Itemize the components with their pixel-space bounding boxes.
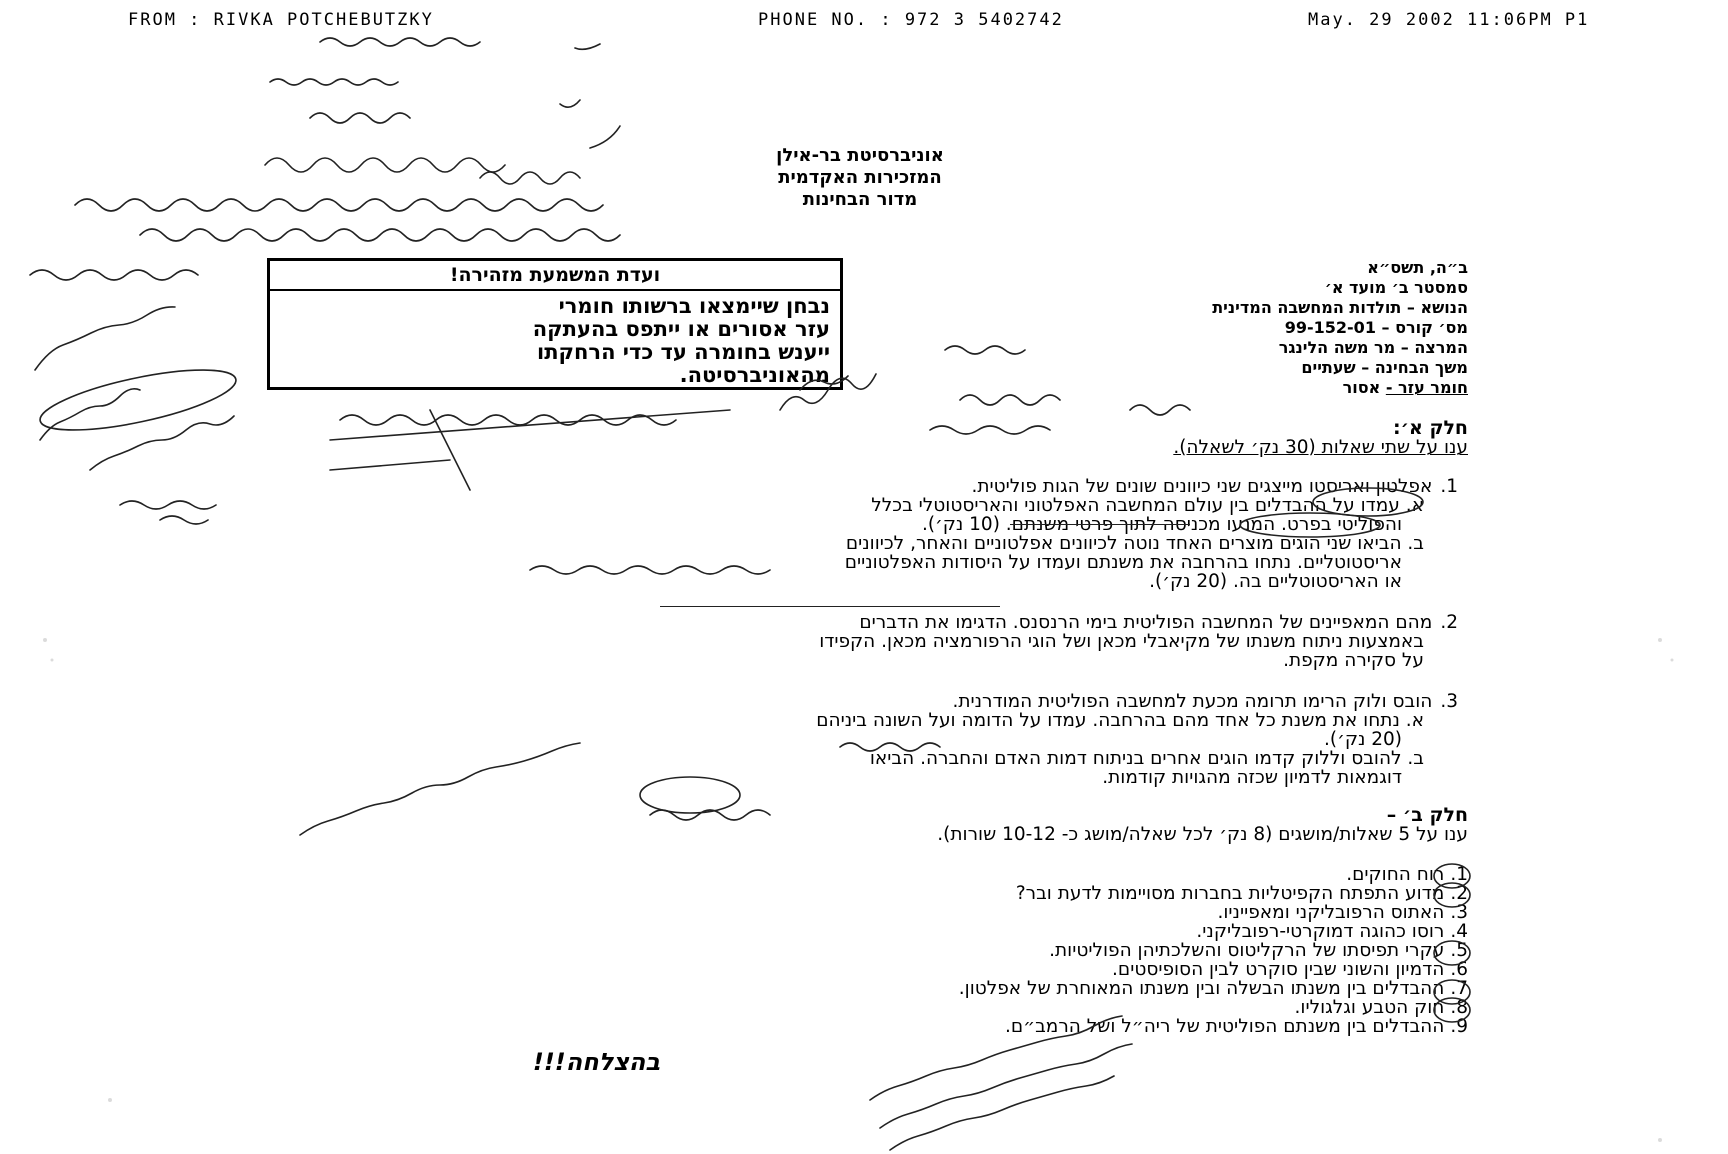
fax-noise: [1658, 1138, 1662, 1142]
part-a-title: חלק א׳:: [1392, 417, 1468, 439]
exam-duration: משך הבחינה – שעתיים: [1301, 358, 1468, 377]
scribble-left-4: [90, 416, 234, 470]
q1-b-line: או האריסטוטליים בה. (20 נק׳).: [1149, 571, 1402, 592]
item-text: עקרי תפיסתו של הרקליטוס והשלכתיהן הפוליטיות.: [1049, 940, 1445, 961]
fax-noise: [108, 1098, 112, 1102]
scribble-bottom-3: [890, 1076, 1114, 1150]
item-text: ההבדלים בין משנתו הבשלה ובין משנתו המאוחרת של אפלטון.: [958, 978, 1445, 999]
q3-b-line: ב. להובס וללוק קדמו הוגים אחרים בניתוח דמות האדם והחברה. הביאו: [869, 748, 1424, 769]
lecturer: המרצה – מר משה הלינגר: [1278, 338, 1468, 357]
part-a-instruction: ענו על שתי שאלות (30 נק׳ לשאלה).: [1173, 437, 1468, 458]
fax-noise: [43, 638, 47, 642]
item-number: 2.: [1450, 883, 1468, 904]
fax-noise: [51, 659, 54, 662]
warning-line: מהאוניברסיטה.: [679, 363, 830, 387]
question-text: אפלטון ואריסטו מייצגים שני כיוונים שונים של הגות פוליטית.: [971, 476, 1433, 497]
scribble-bottom-2: [880, 1044, 1132, 1128]
exam-date: ב״ה, תשס״א: [1367, 258, 1468, 277]
question-text: מהם המאפיינים של המחשבה הפוליטית בימי הרנסנס. הדגימו את הדברים: [859, 612, 1433, 633]
scribble-top-4: [265, 126, 620, 172]
scribble-mid-7: [840, 743, 940, 751]
scribble-bottom-1: [870, 1016, 1122, 1100]
scribble-left-3: [40, 389, 140, 440]
item-number: 6.: [1450, 959, 1468, 980]
q3-a-line: א. נתחו את משנת כל אחד מהם בהרחבה. עמדו על הדומה ועל השונה ביניהם: [816, 710, 1424, 731]
q1-b-line: אריסטוטליים. נתחו בהרחבה את משנתם ועמדו על היסודות האפלטוניים: [844, 552, 1402, 573]
q1-a-line: והפוליטי בפרט. המנעו מכניסה לתוך פרטי משנתם. (10 נק׳).: [921, 514, 1402, 535]
fax-noise: [1671, 659, 1674, 662]
scribble-top-5: [480, 172, 580, 184]
item-text: רוסו כהוגה דמוקרטי-רפובליקני.: [1196, 921, 1445, 942]
item-number: 1.: [1450, 864, 1468, 885]
fax-datetime: May. 29 2002 11:06PM P1: [1308, 10, 1590, 30]
scribble-mid-2: [780, 374, 876, 410]
closing-good-luck: בהצלחה!!!: [532, 1048, 660, 1076]
item-text: מדוע התפתח הקפיטליות בחברות מסויימות לדעת ובר?: [1015, 883, 1445, 904]
question-number: 3.: [1440, 691, 1458, 712]
exam-subject: הנושא – תולדות המחשבה המדינית: [1212, 298, 1468, 317]
q2-line: באמצעות ניתוח משנתו של מקיאבלי מכאן ושל הוגי הרפורמציה מכאן. הקפידו: [819, 631, 1424, 652]
academic-secretariat: המזכירות האקדמית: [778, 167, 942, 188]
circled-number: [1434, 941, 1470, 965]
item-text: הדמיון והשוני שבין סוקרט לבין הסופיסטים.: [1112, 959, 1445, 980]
warning-line: עזר אסורים או ייתפס בהעתקה: [532, 317, 830, 341]
fax-noise: [1658, 638, 1662, 642]
scribble-left-5: [120, 501, 216, 524]
scribble-top-2: [270, 79, 398, 85]
aid-value: אסור: [1342, 378, 1381, 397]
item-text: האתוס הרפובליקני ומאפייניו.: [1217, 902, 1445, 923]
item-text: חוק הטבע וגלגוליו.: [1294, 997, 1445, 1018]
warning-line: נבחן שיימצאו ברשותו חומרי: [558, 294, 830, 318]
scribble-mid-1: [340, 415, 676, 425]
q1-a-line: א. עמדו על ההבדלים בין עולם המחשבה האפלטוני והאריסטוטלי בכלל: [871, 495, 1424, 516]
item-number: 8.: [1450, 997, 1468, 1018]
item-number: 4.: [1450, 921, 1468, 942]
q3-b-line: דוגמאות לדמיון שכזה מהגויות קודמות.: [1102, 767, 1402, 788]
circled-phrase: [1313, 488, 1423, 516]
item-number: 9.: [1450, 1016, 1468, 1037]
q3-a-line: (20 נק׳).: [1324, 729, 1402, 750]
item-text: רוח החוקים.: [1346, 864, 1445, 885]
question-text: הובס ולוק הרימו תרומה מכעת למחשבה הפוליטית המודרנית.: [952, 691, 1433, 712]
circled-number: [1434, 998, 1470, 1022]
part-b-instruction: ענו על 5 שאלות/מושגים (8 נק׳ לכל שאלה/מושג כ- 10-12 שורות).: [937, 824, 1468, 845]
circled-note: [36, 358, 241, 443]
circled-number: [1434, 883, 1470, 907]
underline-annotation: [1010, 524, 1190, 525]
item-number: 7.: [1450, 978, 1468, 999]
circled-phrase: [1240, 513, 1380, 537]
circled-number: [1434, 864, 1470, 888]
scribble-mid-5: [930, 426, 1050, 434]
scribble-mid-6: [530, 566, 770, 574]
scribble-top-3: [310, 100, 580, 123]
university-name: אוניברסיטת בר-אילן: [776, 145, 944, 166]
scribble-mid-4: [960, 395, 1190, 415]
q2-line: על סקירה מקפת.: [1283, 650, 1424, 671]
circled-number: [1434, 980, 1470, 1004]
exam-semester: סמסטר ב׳ מועד א׳: [1324, 278, 1468, 297]
fax-phone: PHONE NO. : 972 3 5402742: [758, 10, 1064, 30]
fax-from: FROM : RIVKA POTCHEBUTZKY: [128, 10, 434, 30]
aid-label: חומר עזר -: [1385, 378, 1468, 397]
scribble-mid-3: [945, 346, 1025, 354]
scribble-top-1: [320, 38, 600, 49]
question-number: 1.: [1440, 476, 1458, 497]
scribble-left-2: [35, 307, 175, 370]
scribble-top-6: [75, 199, 603, 211]
question-number: 2.: [1440, 612, 1458, 633]
item-text: ההבדלים בין משנתם הפוליטית של ריה״ל ושל הרמב״ם.: [1004, 1016, 1445, 1037]
warning-line: ייענש בחומרה עד כדי הרחקתו: [536, 340, 830, 364]
item-number: 3.: [1450, 902, 1468, 923]
part-b-title: חלק ב׳ –: [1386, 804, 1468, 826]
q1-b-line: ב. הביאו שני הוגים מוצרים האחד נוטה לכיוונים אפלטוניים והאחר, לכיוונים: [845, 533, 1424, 554]
underline-annotation: [660, 606, 1000, 607]
circled-note: [640, 777, 740, 813]
scribble-top-7: [140, 229, 620, 241]
scribble-mid-8: [300, 743, 580, 835]
exams-unit: מדור הבחינות: [802, 189, 918, 210]
course-number: מס׳ קורס – 99-152-01: [1284, 318, 1468, 337]
item-number: 5.: [1450, 940, 1468, 961]
scribble-left-1: [30, 270, 198, 280]
warning-title: ועדת המשמעת מזהירה!: [270, 261, 840, 291]
